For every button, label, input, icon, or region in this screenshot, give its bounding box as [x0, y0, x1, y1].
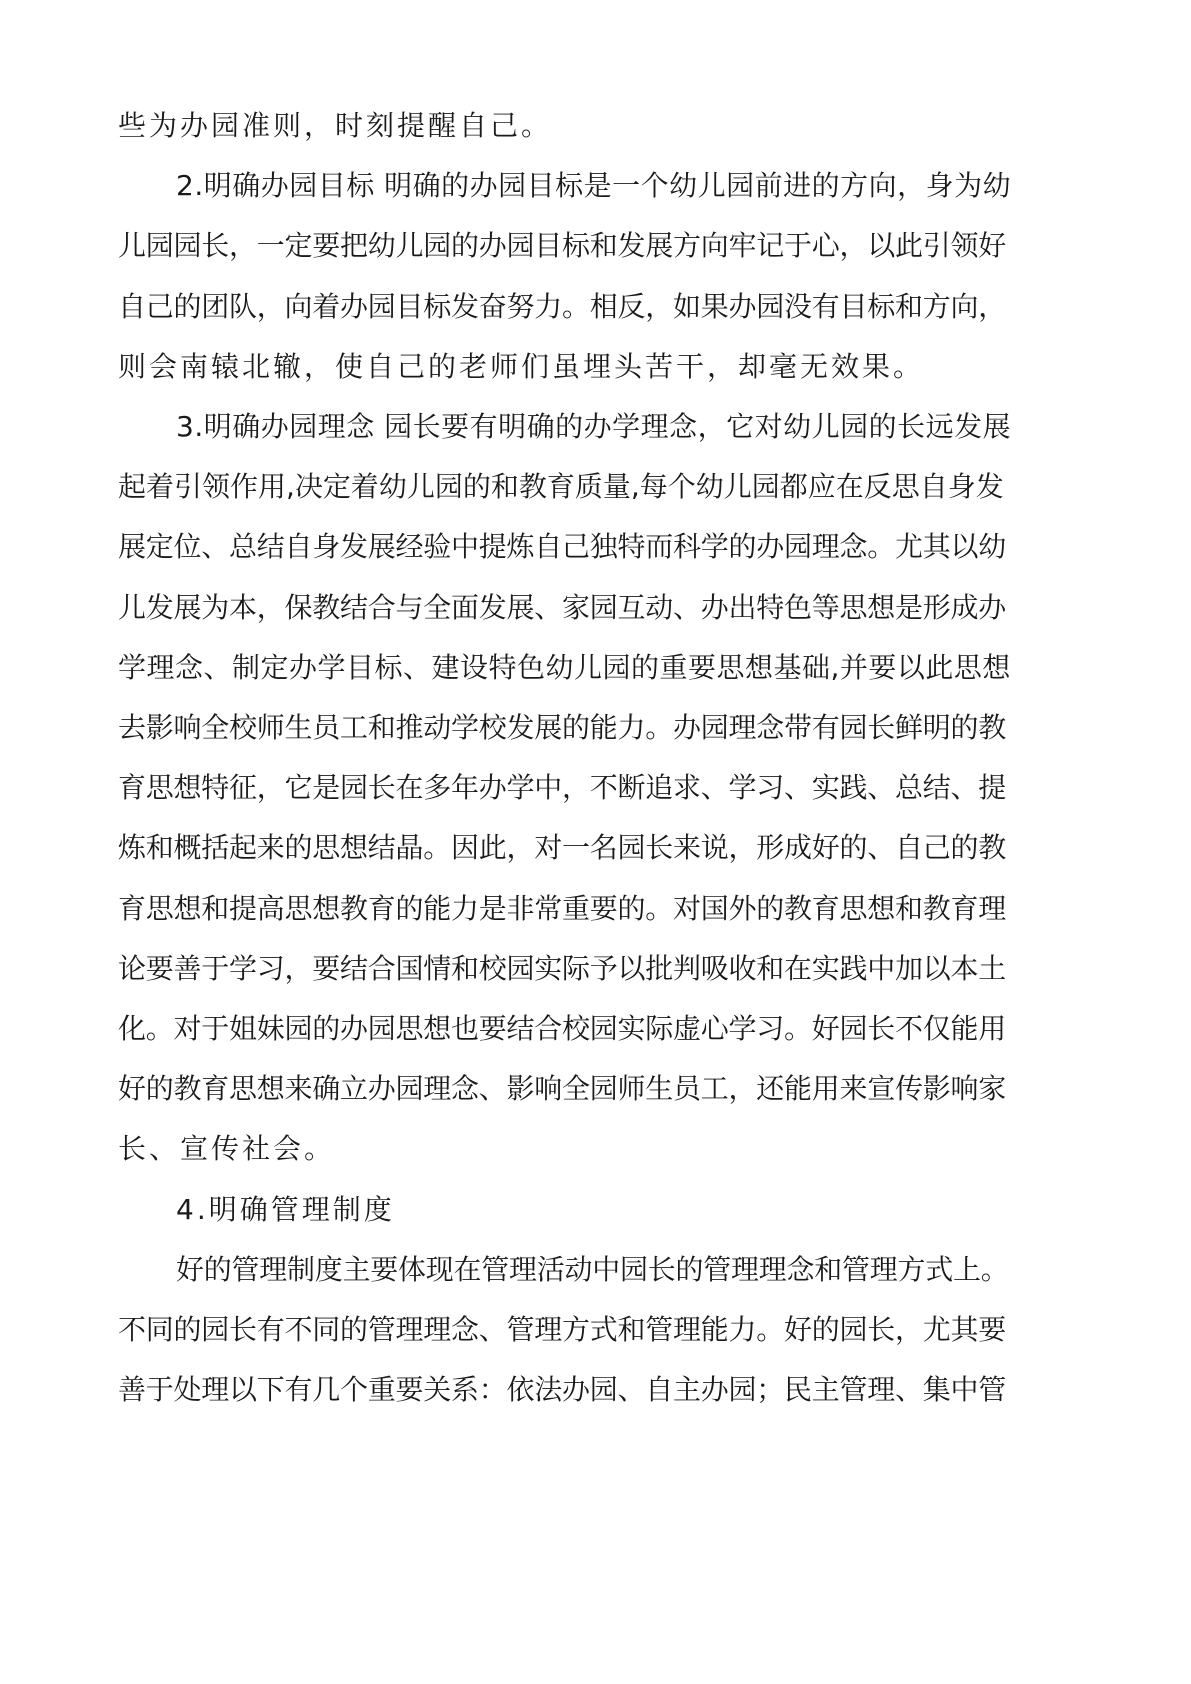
- body-text-line: 长、宣传社会。: [118, 1132, 336, 1165]
- body-text-line: 展定位、总结自身发展经验中提炼自己独特而科学的办园理念。尤其以幼: [118, 530, 1007, 563]
- body-text-line: 起着引领作用,决定着幼儿园的和教育质量,每个幼儿园都应在反思自身发: [118, 470, 1004, 503]
- body-text-line: 3.明确办园理念 园长要有明确的办学理念，它对幼儿园的长远发展: [176, 410, 1012, 443]
- body-text-line: 好的教育思想来确立办园理念、影响全园师生员工，还能用来宣传影响家: [118, 1072, 1007, 1105]
- body-text-line: 2.明确办园目标 明确的办园目标是一个幼儿园前进的方向，身为幼: [176, 169, 1012, 202]
- body-text-line: 些为办园准则，时刻提醒自己。: [118, 109, 553, 142]
- body-text-line: 自己的团队，向着办园目标发奋努力。相反，如果办园没有目标和方向，: [118, 290, 1007, 323]
- body-text-line: 4.明确管理制度: [176, 1193, 395, 1226]
- body-text-line: 化。对于姐妹园的办园思想也要结合校园实际虚心学习。好园长不仅能用: [118, 1012, 1007, 1045]
- body-text-line: 不同的园长有不同的管理理念、管理方式和管理能力。好的园长，尤其要: [118, 1313, 1007, 1346]
- body-text-line: 好的管理制度主要体现在管理活动中园长的管理理念和管理方式上。: [176, 1253, 1009, 1286]
- body-text-line: 儿发展为本，保教结合与全面发展、家园互动、办出特色等思想是形成办: [118, 591, 1007, 624]
- body-text-line: 儿园园长，一定要把幼儿园的办园目标和发展方向牢记于心，以此引领好: [118, 229, 1007, 262]
- body-text-line: 则会南辕北辙，使自己的老师们虽埋头苦干，却毫无效果。: [118, 350, 925, 383]
- body-text-line: 育思想特征，它是园长在多年办学中，不断追求、学习、实践、总结、提: [118, 771, 1007, 804]
- body-text-line: 学理念、制定办学目标、建设特色幼儿园的重要思想基础,并要以此思想: [118, 651, 1011, 684]
- body-text-line: 炼和概括起来的思想结晶。因此，对一名园长来说，形成好的、自己的教: [118, 831, 1007, 864]
- body-text-line: 善于处理以下有几个重要关系：依法办园、自主办园；民主管理、集中管: [118, 1373, 1007, 1406]
- body-text-line: 去影响全校师生员工和推动学校发展的能力。办园理念带有园长鲜明的教: [118, 711, 1007, 744]
- body-text-line: 育思想和提高思想教育的能力是非常重要的。对国外的教育思想和教育理: [118, 892, 1007, 925]
- body-text-line: 论要善于学习，要结合国情和校园实际予以批判吸收和在实践中加以本土: [118, 952, 1007, 985]
